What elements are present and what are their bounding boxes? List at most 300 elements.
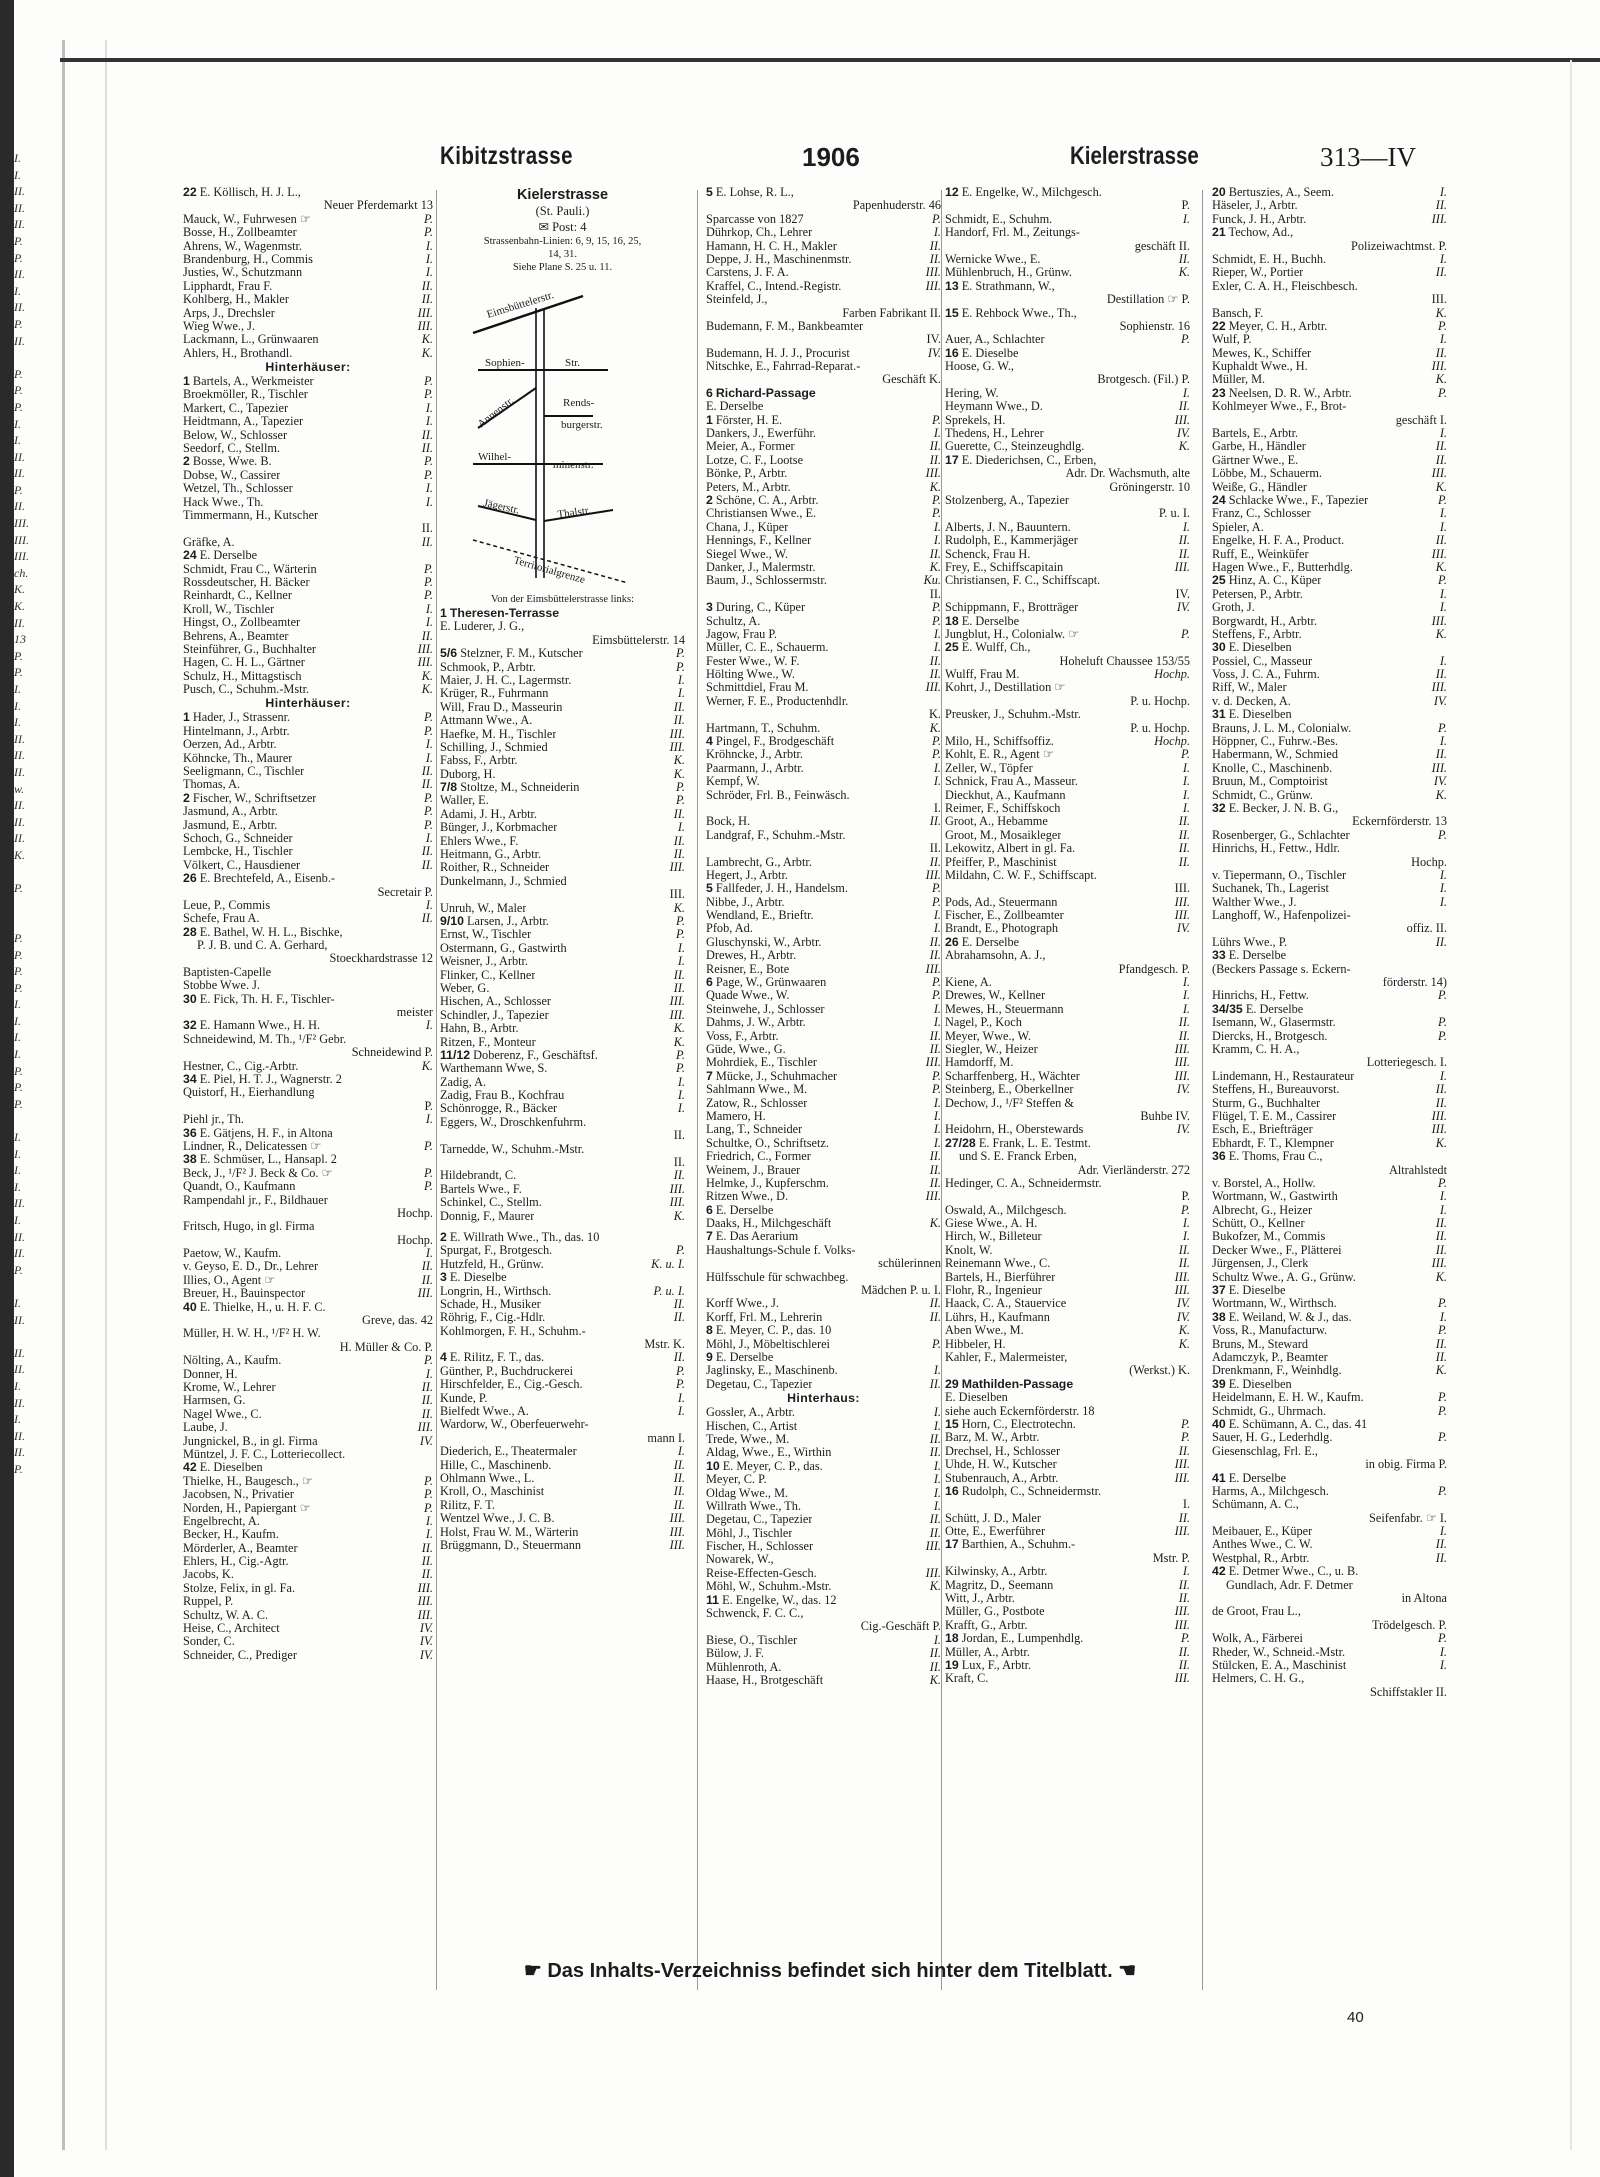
entry-text: Thomas, A. — [183, 778, 241, 792]
floor-indicator: I. — [933, 1016, 941, 1030]
directory-column-1 — [183, 186, 433, 1662]
entry-text: Hinrichs, H., Fettw., Hdlr. — [1212, 842, 1340, 856]
directory-entry — [706, 922, 941, 935]
directory-entry — [183, 1060, 433, 1073]
floor-indicator: III. — [1174, 1056, 1190, 1070]
entry-text: II. — [673, 1129, 685, 1143]
floor-indicator: II. — [421, 1541, 433, 1555]
floor-indicator: III. — [669, 727, 685, 741]
directory-entry — [1212, 454, 1447, 467]
floor-indicator: P. — [931, 989, 941, 1003]
prev-page-mark: P. — [14, 1096, 23, 1111]
directory-entry — [706, 1244, 941, 1257]
entry-text: Ruff, E., Weinküfer — [1212, 547, 1309, 561]
directory-entry — [945, 1632, 1190, 1645]
entry-text: Ahlers, H., Brothandl. — [183, 346, 293, 360]
directory-entry — [945, 1244, 1190, 1257]
plan-reference: Siehe Plane S. 25 u. 11. — [512, 262, 613, 273]
entry-text: E. Derselbe — [1245, 1002, 1304, 1016]
directory-entry — [945, 775, 1190, 788]
directory-entry — [440, 835, 685, 848]
entry-text: Bosse, Wwe. B. — [192, 455, 272, 469]
floor-indicator: I. — [425, 1528, 433, 1542]
directory-entry — [945, 1324, 1190, 1337]
floor-indicator: III. — [669, 1538, 685, 1552]
floor-indicator: P. — [1437, 493, 1447, 507]
entry-text: Jürgensen, J., Clerk — [1212, 1257, 1309, 1271]
prev-page-mark: II. — [14, 300, 25, 315]
directory-entry — [440, 942, 685, 955]
directory-entry — [706, 400, 941, 413]
entry-text: Müller, C. E., Schauerm. — [706, 641, 829, 655]
entry-text: Voss, R., Manufacturw. — [1212, 1324, 1328, 1338]
entry-text: E. Das Aerarium — [715, 1230, 799, 1244]
previous-page-edge — [14, 150, 36, 1930]
directory-entry — [440, 1392, 685, 1405]
entry-text: Bönke, P., Arbtr. — [706, 467, 788, 481]
entry-text: Landgraf, F., Schuhm.-Mstr. — [706, 828, 846, 842]
floor-indicator: IV. — [1176, 1083, 1190, 1097]
directory-entry — [706, 1420, 941, 1433]
directory-entry — [706, 1594, 941, 1607]
directory-entry — [706, 1513, 941, 1526]
entry-text: Mauck, W., Fuhrwesen ☞ — [183, 212, 311, 226]
entry-text: Rieper, W., Portier — [1212, 266, 1304, 280]
house-number: 38 — [1212, 1310, 1226, 1324]
floor-indicator: I. — [933, 534, 941, 548]
floor-indicator: P. — [423, 724, 433, 738]
floor-indicator: II. — [1178, 1645, 1190, 1659]
directory-entry — [1212, 373, 1447, 386]
house-number: 21 — [1212, 226, 1226, 240]
entry-text: Hamdorff, M. — [945, 1056, 1014, 1070]
floor-indicator: II. — [673, 1311, 685, 1325]
directory-entry — [945, 1271, 1190, 1284]
entry-text: Attmann Wwe., A. — [440, 714, 533, 728]
directory-entry — [1212, 1659, 1447, 1672]
directory-entry — [1212, 534, 1447, 547]
entry-text: Hochp. — [397, 1206, 433, 1220]
directory-entry — [1212, 1565, 1447, 1578]
floor-indicator: P. — [1180, 333, 1190, 347]
floor-indicator: III. — [1431, 547, 1447, 561]
house-number: 25 — [1212, 574, 1226, 588]
street-district: (St. Pauli.) — [535, 204, 590, 218]
entry-text: Ritzen, F., Monteur — [440, 1035, 536, 1049]
entry-continuation — [706, 842, 941, 855]
floor-indicator: P. — [1437, 1029, 1447, 1043]
entry-text: Suchanek, Th., Lagerist — [1212, 882, 1329, 896]
directory-entry — [183, 1528, 433, 1541]
floor-indicator: P. — [1437, 721, 1447, 735]
entry-text: Arps, J., Drechsler — [183, 306, 275, 320]
page-fold-shadow — [105, 40, 107, 2150]
floor-indicator: II. — [929, 440, 941, 454]
entry-continuation — [440, 1338, 685, 1351]
entry-text: Schütt, J. D., Maler — [945, 1511, 1041, 1525]
entry-text: Förster, H. E. — [715, 413, 783, 427]
prev-page-mark: I. — [14, 1047, 21, 1062]
directory-entry — [706, 882, 941, 895]
entry-text: Schulz, H., Mittagstisch — [183, 669, 302, 683]
entry-text: Breuer, H., Bauinspector — [183, 1287, 306, 1301]
directory-entry — [706, 949, 941, 962]
directory-entry — [183, 872, 433, 885]
entry-text: Meier, A., Former — [706, 440, 795, 454]
entry-text: Lotteriegesch. I. — [1366, 1056, 1447, 1070]
directory-entry — [183, 1260, 433, 1273]
entry-continuation — [706, 199, 941, 212]
entry-text: E. Derselbe — [706, 400, 764, 414]
directory-entry — [1212, 186, 1447, 199]
directory-entry — [183, 496, 433, 509]
floor-indicator: I. — [1439, 1069, 1447, 1083]
entry-continuation — [706, 307, 941, 320]
entry-text: Löbbe, M., Schauerm. — [1212, 467, 1322, 481]
floor-indicator: II. — [929, 668, 941, 682]
directory-entry — [706, 574, 941, 587]
entry-text: Gluschynski, W., Arbtr. — [706, 935, 822, 949]
floor-indicator: Hochp. — [1154, 668, 1190, 682]
prev-page-mark: III. — [14, 549, 29, 564]
directory-entry — [1212, 1083, 1447, 1096]
directory-entry — [183, 966, 433, 979]
floor-indicator: I. — [933, 520, 941, 534]
directory-entry — [183, 226, 433, 239]
entry-text: Schilling, J., Schmied — [440, 740, 548, 754]
floor-indicator: I. — [1439, 333, 1447, 347]
entry-continuation — [706, 1284, 941, 1297]
floor-indicator: II. — [1435, 1083, 1447, 1097]
entry-text: geschäft I. — [1395, 413, 1447, 427]
directory-entry — [1212, 1311, 1447, 1324]
floor-indicator: III. — [925, 266, 941, 280]
entry-text: E. Dieselbe — [961, 346, 1019, 360]
directory-entry — [1212, 1070, 1447, 1083]
entry-text: Budemann, H. J. J., Procurist — [706, 346, 850, 360]
directory-entry — [1212, 1204, 1447, 1217]
entry-text: Schmidt, Frau C., Wärterin — [183, 562, 317, 576]
entry-continuation — [1212, 1592, 1447, 1605]
entry-text: Drewes, W., Kellner — [945, 989, 1046, 1003]
entry-text: Techow, Ad., — [1228, 226, 1294, 240]
map-label-thalstr: Thalstr. — [556, 504, 591, 521]
directory-entry — [440, 1258, 685, 1271]
prev-page-mark: II. — [14, 1428, 25, 1443]
prev-page-mark: III. — [14, 516, 29, 531]
directory-entry — [1212, 440, 1447, 453]
entry-text: E. Meyer, C. P., das. — [722, 1459, 823, 1473]
floor-indicator: P. — [675, 781, 685, 795]
directory-entry — [183, 912, 433, 925]
prev-page-mark: II. — [14, 267, 25, 282]
entry-text: Oldag Wwe., M. — [706, 1486, 789, 1500]
entry-text: Fischer, E., Zollbeamter — [945, 909, 1064, 923]
entry-text: Mühlenbruch, H., Grünw. — [945, 266, 1072, 280]
entry-text: Lührs Wwe., P. — [1212, 935, 1288, 949]
entry-text: Rudolph, E., Kammerjäger — [945, 534, 1078, 548]
floor-indicator: I. — [1182, 989, 1190, 1003]
entry-text: Schmidt, G., Uhrmach. — [1212, 1404, 1327, 1418]
entry-text: Schmittdiel, Frau M. — [706, 681, 809, 695]
entry-text: Hibbeler, H. — [945, 1337, 1006, 1351]
floor-indicator: I. — [425, 415, 433, 429]
entry-text: P. J. B. und C. A. Gerhard, — [197, 939, 328, 953]
directory-entry — [945, 1016, 1190, 1029]
entry-text: Stobbe Wwe. J. — [183, 979, 260, 993]
entry-text: II. — [929, 842, 941, 856]
entry-text: Abrahamsohn, A. J., — [945, 949, 1046, 963]
floor-indicator: III. — [925, 1566, 941, 1580]
entry-text: E. Piel, H. T. J., Wagnerstr. 2 — [199, 1073, 342, 1086]
entry-continuation — [1212, 1579, 1447, 1592]
entry-text: Hestner, C., Cig.-Arbtr. — [183, 1059, 299, 1073]
floor-indicator: I. — [425, 1113, 433, 1127]
entry-text: Schöne, C. A., Arbtr. — [715, 493, 819, 507]
directory-entry — [945, 414, 1190, 427]
entry-text: Donner, H. — [183, 1367, 238, 1381]
map-label-jaegerstr: Jägerstr. — [481, 497, 520, 517]
directory-entry — [183, 859, 433, 872]
entry-continuation — [945, 320, 1190, 333]
floor-indicator: I. — [425, 495, 433, 509]
directory-entry — [183, 1113, 433, 1126]
house-number: 11/12 — [440, 1048, 471, 1062]
prev-page-mark: II. — [14, 1196, 25, 1211]
map-label-territorialgrenze: Territorialgrenze — [511, 554, 586, 587]
directory-entry — [945, 226, 1190, 239]
directory-entry — [183, 347, 433, 360]
page-header — [440, 142, 1555, 176]
entry-text: E. Engelke, W., Milchgesch. — [961, 186, 1102, 199]
entry-text: P. — [424, 1099, 433, 1113]
floor-indicator: K. — [673, 1209, 685, 1223]
floor-indicator: I. — [933, 1002, 941, 1016]
entry-text: Fabss, F., Arbtr. — [440, 754, 518, 768]
entry-continuation — [183, 1046, 433, 1059]
entry-text: Below, W., Schlosser — [183, 428, 288, 442]
entry-text: Hegert, J., Arbtr. — [706, 868, 788, 882]
entry-text: Quistorf, H., Eierhandlung — [183, 1086, 315, 1100]
directory-entry — [183, 442, 433, 455]
floor-indicator: III. — [1174, 895, 1190, 909]
entry-text: Hirschfelder, E., Cig.-Gesch. — [440, 1378, 583, 1392]
directory-entry — [945, 1177, 1190, 1190]
entry-text: Steffens, F., Arbtr. — [1212, 627, 1302, 641]
entry-text: Carstens, J. F. A. — [706, 266, 789, 280]
directory-entry — [945, 1565, 1190, 1578]
floor-indicator: II. — [421, 858, 433, 872]
floor-indicator: P. — [423, 1488, 433, 1502]
floor-indicator: P. — [1437, 989, 1447, 1003]
entry-continuation — [945, 199, 1190, 212]
directory-column-3 — [706, 186, 941, 1687]
entry-text: Christiansen Wwe., E. — [706, 507, 817, 521]
entry-text: Wortmann, W., Gastwirth — [1212, 1190, 1338, 1204]
entry-text: Kroll, W., Tischler — [183, 602, 275, 616]
entry-text: Warthemann Wwe, S. — [440, 1062, 548, 1076]
directory-entry — [1212, 842, 1447, 855]
directory-entry — [706, 1674, 941, 1687]
floor-indicator: III. — [925, 467, 941, 481]
entry-text: Kraffel, C., Intend.-Registr. — [706, 279, 842, 293]
entry-text: Eckernförderstr. 13 — [1352, 815, 1447, 829]
prev-page-mark: P. — [14, 1063, 23, 1078]
house-number: 11 — [706, 1593, 719, 1607]
entry-text: Auer, A., Schlachter — [945, 333, 1045, 347]
entry-continuation — [945, 1190, 1190, 1203]
entry-text: Hoose, G. W., — [945, 360, 1015, 374]
entry-text: Steinfeld, J., — [706, 293, 768, 307]
directory-entry — [440, 701, 685, 714]
directory-entry — [945, 909, 1190, 922]
floor-indicator: II. — [673, 1458, 685, 1472]
directory-entry — [183, 832, 433, 845]
entry-text: Schönrogge, R., Bäcker — [440, 1102, 558, 1116]
entry-text: Degetau, C., Tapezier — [706, 1377, 813, 1391]
directory-entry — [945, 534, 1190, 547]
entry-text: Albrecht, G., Heizer — [1212, 1203, 1313, 1217]
entry-text: Hoheluft Chaussee 153/55 — [1059, 654, 1190, 668]
directory-entry — [706, 1607, 941, 1620]
floor-indicator: II. — [421, 912, 433, 926]
directory-entry — [945, 1351, 1190, 1364]
entry-text: Schoch, G., Schneider — [183, 831, 293, 845]
floor-indicator: I. — [677, 673, 685, 687]
prev-page-mark: II. — [14, 499, 25, 514]
entry-text: Lux, F., Arbtr. — [961, 1658, 1032, 1672]
directory-entry — [183, 1153, 433, 1166]
floor-indicator: II. — [421, 1260, 433, 1274]
entry-text: Flohr, R., Ingenieur — [945, 1284, 1042, 1298]
house-number: 1 — [706, 413, 713, 427]
directory-entry — [1212, 400, 1447, 413]
entry-text: Aldag, Wwe., E., Wirthin — [706, 1446, 832, 1460]
entry-text: Schiffstakler II. — [1370, 1685, 1447, 1699]
entry-continuation — [945, 240, 1190, 253]
floor-indicator: II. — [1435, 1096, 1447, 1110]
floor-indicator: II. — [1435, 1551, 1447, 1565]
directory-entry — [945, 1230, 1190, 1243]
directory-entry — [1212, 1351, 1447, 1364]
entry-text: geschäft II. — [1134, 239, 1190, 253]
entry-text: Fritsch, Hugo, in gl. Firma — [183, 1220, 315, 1234]
floor-indicator: II. — [421, 1273, 433, 1287]
house-number: 17 — [945, 453, 959, 467]
floor-indicator: III. — [417, 642, 433, 656]
entry-text: v. d. Decken, A. — [1212, 694, 1291, 708]
directory-entry — [1212, 641, 1447, 654]
entry-text: Rossdeutscher, H. Bäcker — [183, 575, 310, 589]
entry-text: Farben Fabrikant II. — [842, 306, 941, 320]
directory-entry — [706, 1271, 941, 1284]
floor-indicator: I. — [1439, 252, 1447, 266]
entry-text: Stoltze, M., Schneiderin — [460, 781, 580, 795]
directory-entry — [440, 821, 685, 834]
floor-indicator: II. — [929, 1446, 941, 1460]
directory-entry — [945, 253, 1190, 266]
directory-entry — [183, 1555, 433, 1568]
prev-page-mark: I. — [14, 167, 21, 182]
directory-entry — [1212, 708, 1447, 721]
floor-indicator: P. — [1180, 627, 1190, 641]
directory-entry — [706, 481, 941, 494]
floor-indicator: II. — [1435, 668, 1447, 682]
floor-indicator: P. — [1437, 1016, 1447, 1030]
entry-text: Höppner, C., Fuhrw.-Bes. — [1212, 735, 1339, 749]
directory-entry — [440, 1472, 685, 1485]
entry-text: Dührkop, Ch., Lehrer — [706, 226, 813, 240]
directory-entry — [183, 765, 433, 778]
directory-entry — [183, 1448, 433, 1461]
header-street-start: Kibitzstrasse — [440, 142, 573, 170]
floor-indicator: P. — [423, 791, 433, 805]
directory-entry — [1212, 1391, 1447, 1404]
floor-indicator: II. — [673, 1472, 685, 1485]
floor-indicator: II. — [1435, 199, 1447, 213]
floor-indicator: II. — [673, 1485, 685, 1499]
directory-entry — [1212, 601, 1447, 614]
floor-indicator: III. — [1431, 1123, 1447, 1137]
directory-entry — [1212, 1405, 1447, 1418]
prev-page-mark: P. — [14, 482, 23, 497]
directory-entry — [1212, 253, 1447, 266]
directory-entry — [1212, 789, 1447, 802]
floor-indicator: K. — [1178, 266, 1190, 280]
directory-entry — [440, 1499, 685, 1512]
directory-entry — [183, 1421, 433, 1434]
entry-text: Witt, J., Arbtr. — [945, 1592, 1015, 1606]
house-number: 42 — [1212, 1565, 1226, 1579]
house-number: 2 — [183, 791, 190, 805]
pointing-hand-left-icon: ☛ — [523, 1960, 542, 1982]
entry-text: E. Derselbe — [715, 1350, 774, 1364]
floor-indicator: III. — [1174, 560, 1190, 574]
entry-text: E. Weiland, W. & J., das. — [1228, 1310, 1352, 1324]
floor-indicator: I. — [677, 1405, 685, 1419]
directory-entry — [440, 1271, 685, 1284]
floor-indicator: I. — [933, 1419, 941, 1433]
entry-text: Schmidt, E. H., Buchh. — [1212, 252, 1327, 266]
directory-entry — [440, 1445, 685, 1458]
directory-entry — [1212, 280, 1447, 293]
page-number: 40 — [1347, 2009, 1364, 2026]
floor-indicator: III. — [1174, 1284, 1190, 1298]
directory-entry — [706, 1553, 941, 1566]
floor-indicator: P. — [1180, 748, 1190, 762]
floor-indicator: III. — [1431, 1257, 1447, 1271]
floor-indicator: II. — [1178, 855, 1190, 869]
directory-entry — [706, 1164, 941, 1177]
floor-indicator: II. — [929, 1150, 941, 1164]
directory-entry — [183, 415, 433, 428]
entry-text: E. Becker, J. N. B. G., — [1228, 801, 1339, 815]
house-number: 1 — [183, 711, 190, 725]
floor-indicator: I. — [933, 922, 941, 936]
entry-text: Tarnedde, W., Schuhm.-Mstr. — [440, 1142, 585, 1156]
entry-text: Hirch, W., Billeteur — [945, 1230, 1042, 1244]
entry-continuation — [183, 1314, 433, 1327]
directory-entry — [183, 1582, 433, 1595]
entry-text: Kraft, C. — [945, 1672, 989, 1686]
entry-text: Lembcke, H., Tischler — [183, 845, 293, 859]
floor-indicator: P. — [423, 1474, 433, 1488]
entry-text: P. u. Hochp. — [1130, 721, 1190, 735]
entry-text: E. Derselbe — [715, 1203, 774, 1217]
prev-page-mark: w. — [14, 781, 25, 796]
entry-continuation — [945, 695, 1190, 708]
directory-entry — [945, 1512, 1190, 1525]
